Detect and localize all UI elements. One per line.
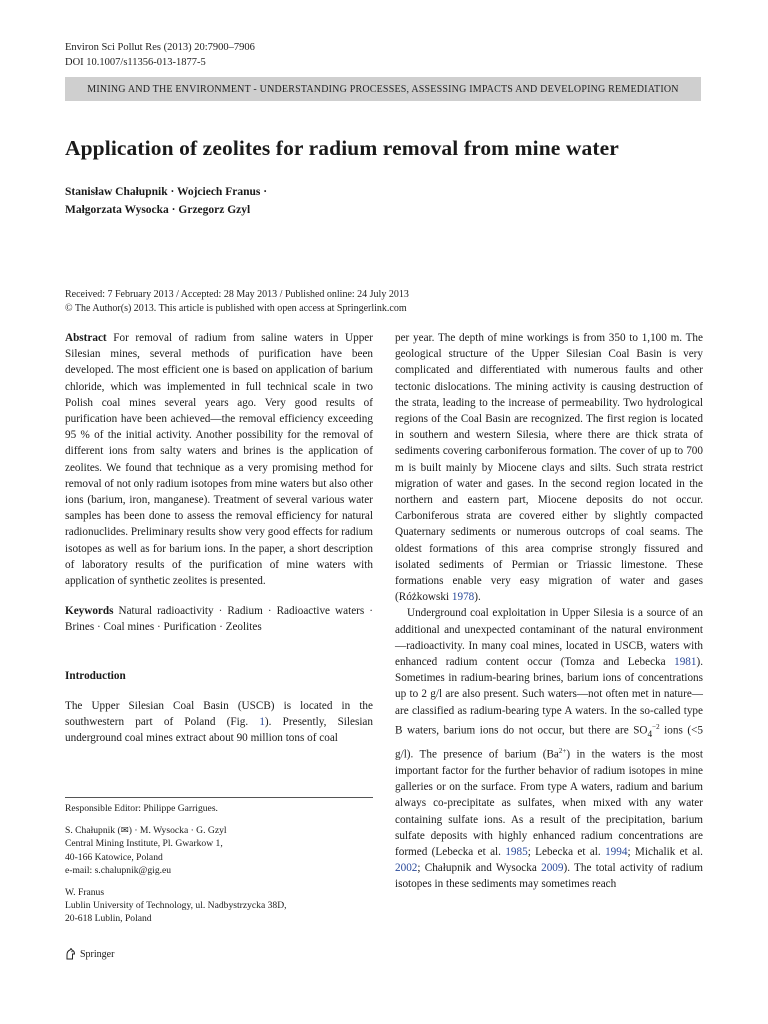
publication-dates — [65, 288, 409, 316]
footnote-block — [65, 802, 373, 926]
reference-link[interactable]: 2009 — [541, 862, 564, 875]
introduction-heading: Introduction — [65, 669, 126, 682]
responsible-editor: Responsible Editor: Philippe Garrigues. — [65, 803, 218, 814]
reference-link[interactable]: 2002 — [395, 862, 418, 875]
article-title: Application of zeolites for radium removal from mine water — [65, 136, 619, 160]
corresponding-email[interactable]: e-mail: s.chalupnik@gig.eu — [65, 864, 172, 876]
dates-line: Received: 7 February 2013 / Accepted: 28 May 2013 / Published online: 24 July 2013 — [65, 289, 409, 300]
doi: DOI 10.1007/s11356-013-1877-5 — [65, 57, 206, 68]
abstract — [65, 330, 373, 589]
page-footer — [65, 948, 114, 960]
reference-link[interactable]: 1994 — [605, 846, 628, 858]
right-paragraph-2: Underground coal exploitation in Upper Silesia is a source of an additional and unexpected contaminant of the natural environment—radioactivity. In many coal mines, located in USCB, waters with enhanced radium content occur (Tomza and Lebecka 1981). Sometimes in radium-bearing brines, barium ions of concentrations up to 2 g/l are also present. Such waters—not often met in nature—are classified as radium-bearing type A waters. In the so-called type B waters, barium ions do not occur, but there are $SO_4^{-2}$ ions (<5 g/l). The presence of barium $(Ba^{2+})$ in the waters is the most important factor for the further behavior of radium isotopes in mine galleries or on the surface. From type A waters, radium and barium always co-precipitate as sulfates, when mixed with any water containing sulfate ions. As a result of the precipitation, barium sulfate deposits with highly enhanced radium concentrations are formed (Lebecka et al. 1985; Lebecka et al. 1994; Michalik et al. 2002; Chałupnik and Wysocka 2009). The total activity of radium isotopes in these sediments may sometimes reach — [395, 607, 703, 891]
affiliation-2: W. Franus Lublin University of Technology, ul. Nadbystrzycka 38D, 20-618 Lublin, Poland — [65, 887, 287, 925]
keywords-text: Natural radioactivity · Radium · Radioactive waters · Brines · Coal mines · Purification · Zeolites — [65, 605, 373, 634]
affiliation-1: S. Chałupnik (✉) · M. Wysocka · G. Gzyl Central Mining Institute, Pl. Gwarkow 1, 40-166 Katowice, Poland e-mail: s.chalupnik@gig.eu — [65, 824, 373, 877]
topical-collection-banner: MINING AND THE ENVIRONMENT - UNDERSTANDING PROCESSES, ASSESSING IMPACTS AND DEVELOPING REMEDIATION — [65, 77, 701, 101]
journal-citation: Environ Sci Pollut Res (2013) 20:7900–7906 — [65, 42, 255, 53]
reference-link[interactable]: 1985 — [505, 846, 528, 858]
copyright-line: © The Author(s) 2013. This article is published with open access at Springerlink.com — [65, 303, 407, 314]
publisher-name: Springer — [80, 948, 115, 960]
author-list — [65, 183, 267, 219]
figure-reference-link[interactable]: 1 — [259, 716, 265, 729]
abstract-text: For removal of radium from saline waters in Upper Silesian mines, several methods of purification have been developed. The most efficient one is based on application of barium chloride, which was implemented in full technical scale in two Polish coal mines several years ago. Very good results of purification have been achieved—the removal efficiency exceeding 95 % of the initial activity. Another possibility for the removal of different ions from salty waters and brines is the application of zeolites. We found that technique as a very promising method for removal of not only radium isotopes from mine waters but also other ions (barium, iron, manganese). Treatment of several various water samples has been done to assess the removal efficiency for natural radionuclides. Preliminary results show very good effects for radium isotopes as well as for barium ions. In the paper, a short description of laboratory results of the purification of mine waters with application of synthetic zeolites is presented. — [65, 332, 374, 588]
reference-link[interactable]: 1981 — [674, 656, 697, 669]
reference-link[interactable]: 1978 — [451, 591, 475, 604]
footnote-divider — [65, 797, 373, 798]
authors-line-1: Stanisław Chałupnik · Wojciech Franus · — [65, 186, 268, 198]
right-column — [395, 330, 703, 893]
journal-header — [65, 40, 255, 70]
abstract-label: Abstract — [65, 332, 107, 344]
introduction-paragraph: The Upper Silesian Coal Basin (USCB) is located in the southwestern part of Poland (Fig. 1). Presently, Silesian underground coal mines extract about 90 million tons of coal — [65, 699, 373, 745]
keywords — [65, 603, 373, 635]
authors-line-2: Małgorzata Wysocka · Grzegorz Gzyl — [65, 204, 251, 216]
keywords-label: Keywords — [65, 605, 114, 618]
springer-horse-icon — [65, 948, 76, 960]
left-column — [65, 330, 373, 746]
right-paragraph-1: per year. The depth of mine workings is from 350 to 1,100 m. The geological structure of the Upper Silesian Coal Basin is very complicated and differentiated with numerous faults and other tectonic dislocations. The mining activity is causing destruction of the strata, leading to the increase of permeability. Two hydrological regions of the Coal Basin are recognized. The first region is located in southern and western Silesia, where there are thick strata of sediments covering carboniferous formation. The cover of up to 700 m is built mainly by Miocene clays and silts. Such strata restrict migration of water and gases. In the second region located in the northern and eastern part, Miocene deposits do not occur. Carboniferous strata are covered either by slightly compacted Quaternary sediments or numerous outcrops of coal seams. The oldest formations of this area comprise strongly fissured and isolated sediments of Permian or Triassic limestone. These formations enable very easy migration of water and gases (Różkowski 1978). — [395, 332, 703, 604]
